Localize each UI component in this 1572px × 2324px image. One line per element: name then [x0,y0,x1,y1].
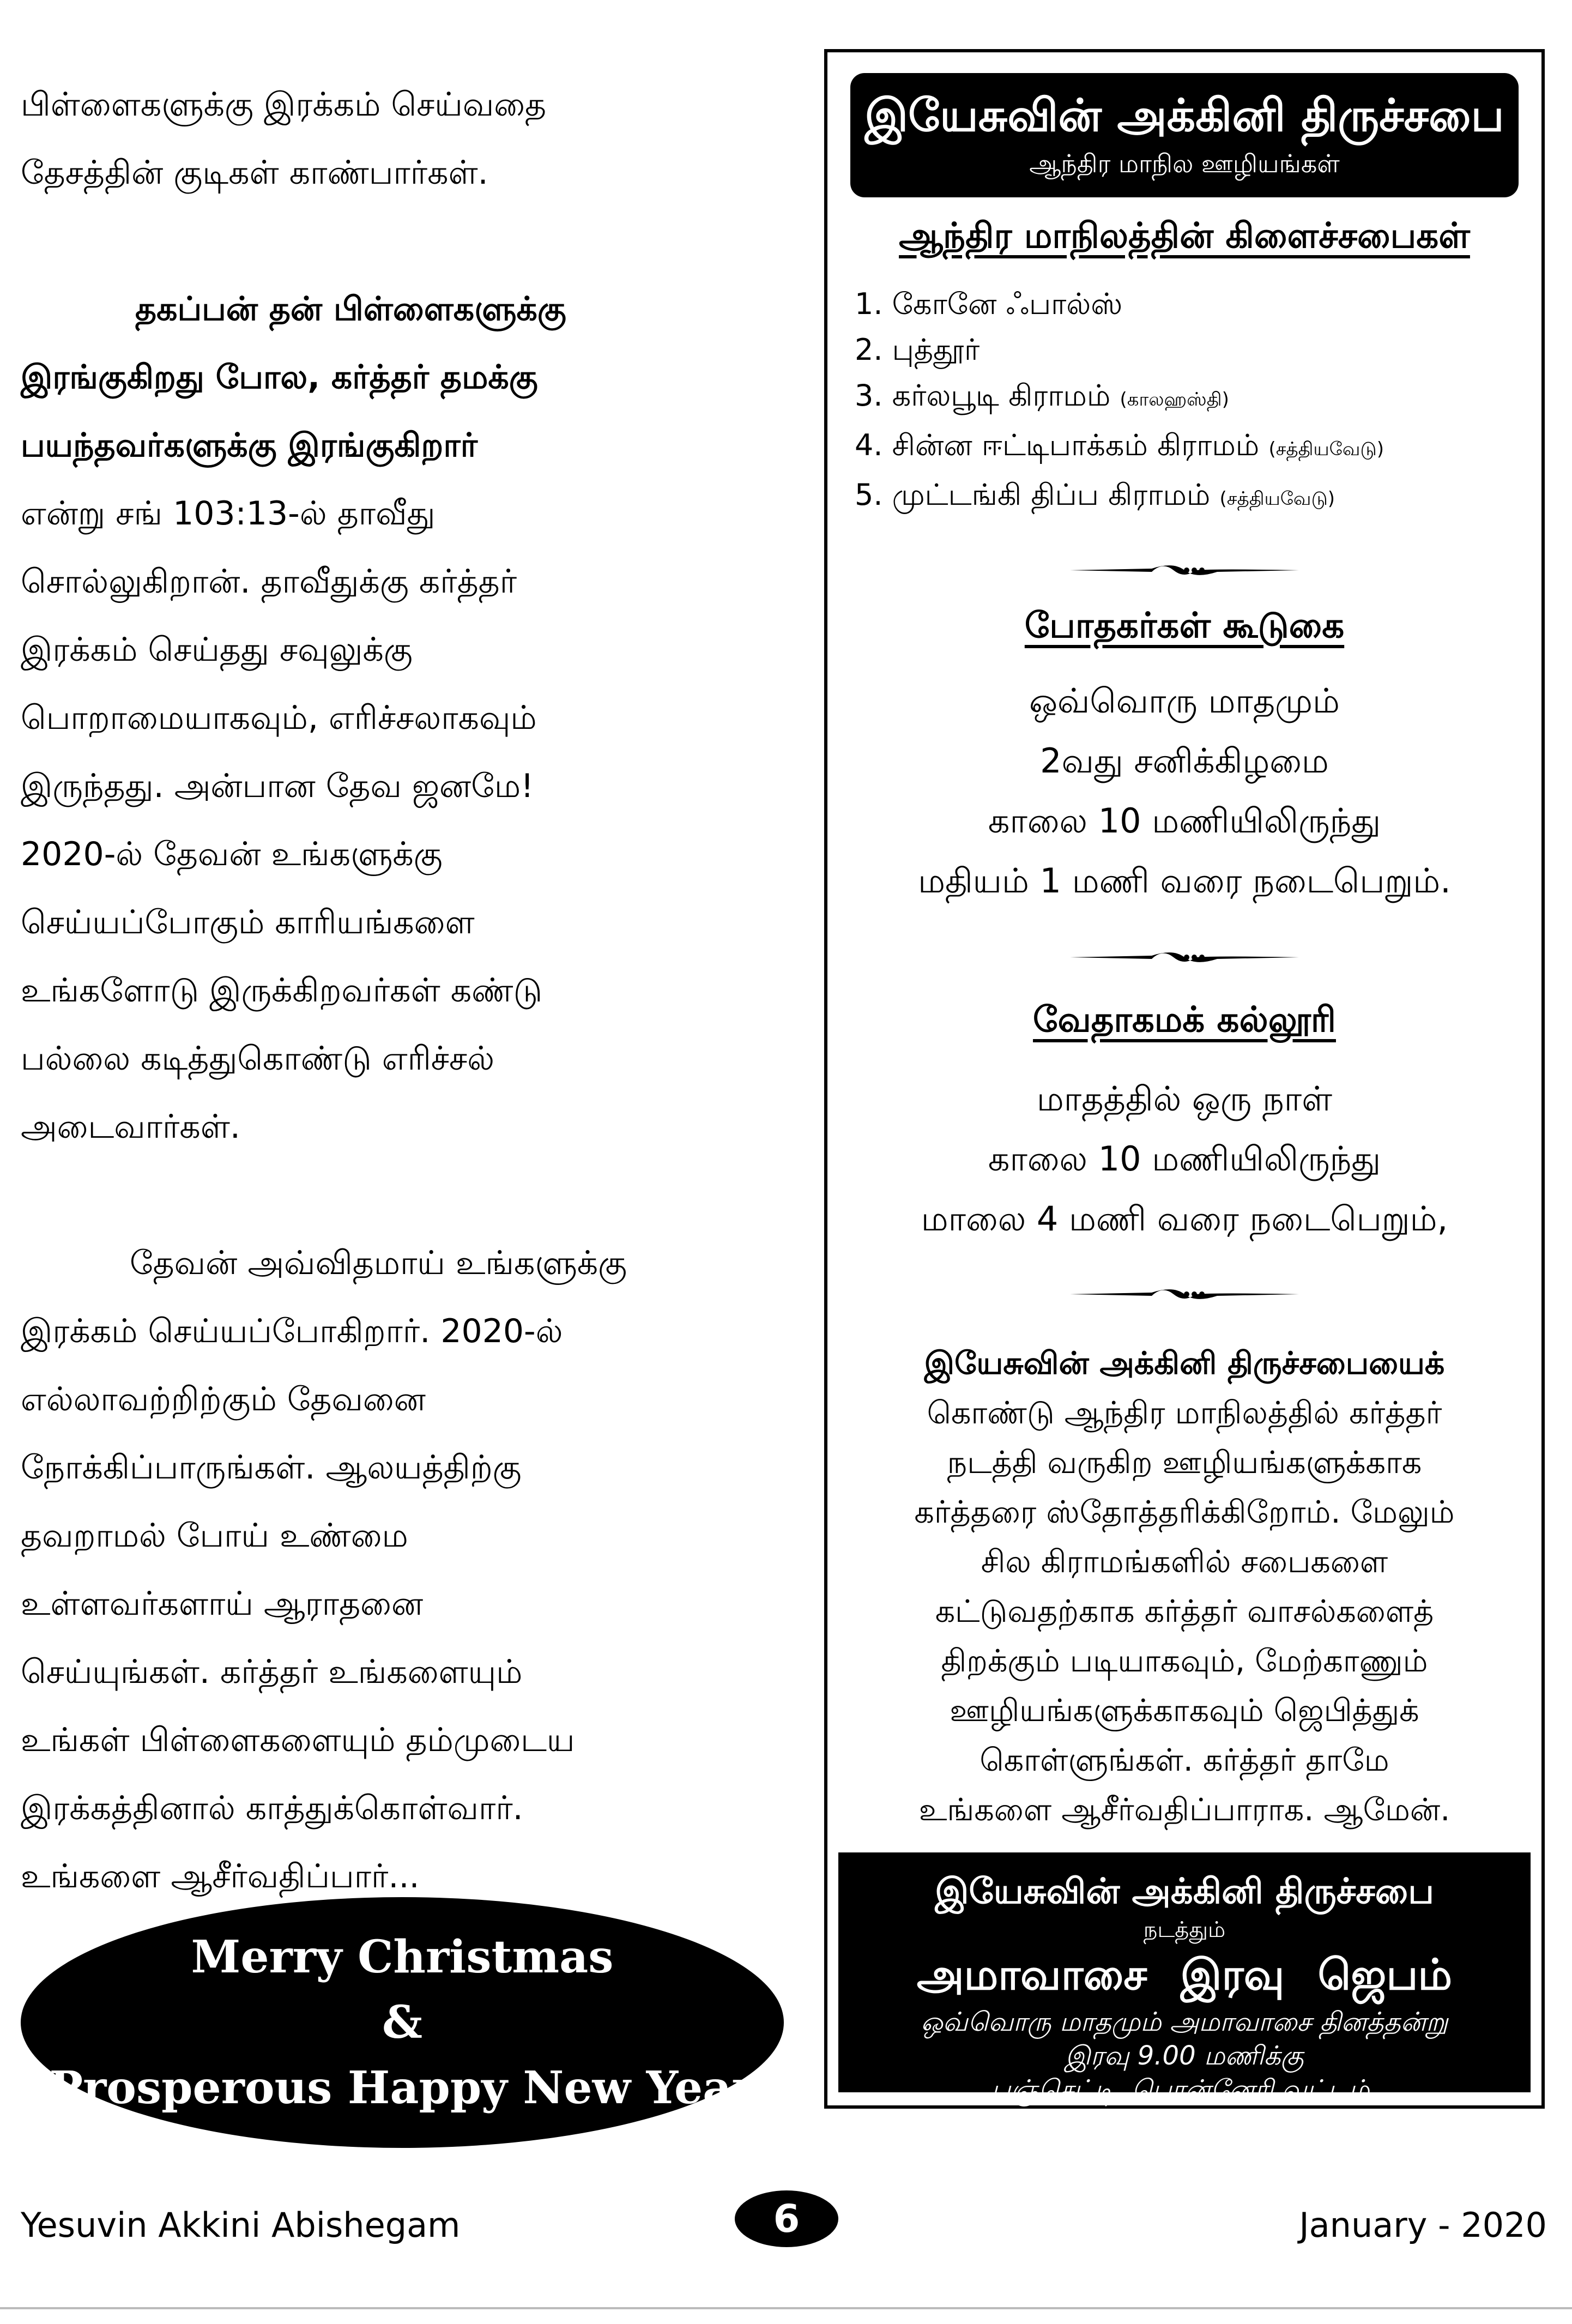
church-title-banner [850,73,1519,197]
scripture-line-bold: பயந்தவர்களுக்கு இரங்குகிறார் [21,426,478,464]
list-item: 3. கர்லபூடி கிராமம் (காலஹஸ்தி) [855,378,1229,413]
ornament-divider-icon [1070,1283,1299,1305]
ornament-divider-icon [1070,559,1299,581]
article-line: எல்லாவற்றிற்கும் தேவனை [21,1380,426,1418]
page-number-badge: 6 [735,2190,838,2247]
page-edge-line [0,2307,1572,2309]
branches-heading: ஆந்திர மாநிலத்தின் கிளைச்சபைகள் [899,216,1470,256]
branch-note: (சத்தியவேடு) [1268,438,1384,460]
scripture-line-bold: தகப்பன் தன் பிள்ளைகளுக்கு [135,290,566,328]
church-name: இயேசுவின் அக்கினி திருச்சபை [935,1872,1434,1912]
article-line: இருந்தது. அன்பான தேவ ஜனமே! [21,767,534,805]
scripture-line-bold: இரங்குகிறது போல, கர்த்தர் தமக்கு [21,358,538,396]
prayer-line: கொண்டு ஆந்திர மாநிலத்தில் கர்த்தர் [927,1395,1442,1431]
prayer-line: நடத்தி வருகிற ஊழியங்களுக்காக [947,1445,1422,1481]
prayer-line: கட்டுவதற்காக கர்த்தர் வாசல்களைத் [935,1593,1434,1629]
article-line: தேவன் அவ்விதமாய் உங்களுக்கு [130,1244,627,1282]
event-name: அமாவாசை இரவு ஜெபம் [916,1951,1453,2000]
list-item: 4. சின்ன ஈட்டிபாக்கம் கிராமம் (சத்தியவேடு) [855,428,1384,462]
christmas-greeting-ellipse [21,1897,784,2148]
prayer-request-note [838,1339,1531,1835]
detail-line: காலை 10 மணியிலிருந்து [988,1139,1381,1179]
article-line: பல்லை கடித்துகொண்டு எரிச்சல் [21,1040,495,1078]
event-location: பஞ்செட்டி, பொன்னேரி வட்டம். [991,2074,1378,2105]
greeting-line: & [382,1996,423,2049]
detail-line: மாதத்தில் ஒரு நாள் [1036,1079,1333,1119]
bible-college-heading: வேதாகமக் கல்லூரி [1033,1000,1336,1040]
conducts-label: நடத்தும் [1143,1917,1226,1942]
detail-line: 2வது சனிக்கிழமை [1040,741,1329,781]
branches-list [855,281,1509,522]
bible-college-details [838,1069,1531,1249]
event-detail: இரவு 9.00 மணிக்கு [1065,2041,1304,2071]
article-line: என்று சங் 103:13-ல் தாவீது [21,494,436,533]
prayer-line: கர்த்தரை ஸ்தோத்தரிக்கிறோம். மேலும் [914,1494,1455,1530]
article-line: உங்கள் பிள்ளைகளையும் தம்முடைய [21,1721,575,1759]
pastors-meeting-details [838,671,1531,911]
ornament-divider-icon [1070,946,1299,968]
article-line: 2020-ல் தேவன் உங்களுக்கு [21,835,443,873]
issue-date: January - 2020 [1299,2205,1547,2245]
prayer-line: உங்களை ஆசீர்வதிப்பாராக. ஆமேன். [918,1792,1450,1828]
prayer-line: சில கிராமங்களில் சபைகளை [981,1544,1388,1580]
church-info-box [824,49,1545,2109]
detail-line: மாலை 4 மணி வரை நடைபெறும், [921,1199,1448,1239]
left-article-column [21,71,789,1911]
article-line: அடைவார்கள். [21,1108,240,1146]
branch-note: (காலஹஸ்தி) [1120,389,1229,411]
prayer-lead-line: இயேசுவின் அக்கினி திருச்சபையைக் [924,1345,1445,1381]
article-line: இரக்கத்தினால் காத்துக்கொள்வார். [21,1789,523,1827]
list-item: 1. கோனே ஃபால்ஸ் [855,287,1123,321]
article-line: உள்ளவர்களாய் ஆராதனை [21,1585,424,1623]
article-line: இரக்கம் செய்தது சவுலுக்கு [21,631,413,669]
detail-line: மதியம் 1 மணி வரை நடைபெறும். [918,861,1451,901]
article-line: தவறாமல் போய் உண்மை [21,1517,408,1555]
event-detail: ஒவ்வொரு மாதமும் அமாவாசை தினத்தன்று [921,2007,1448,2037]
church-subtitle: ஆந்திர மாநில ஊழியங்கள் [1029,149,1340,178]
article-line: நோக்கிப்பாருங்கள். ஆலயத்திற்கு [21,1448,522,1487]
detail-line: காலை 10 மணியிலிருந்து [988,801,1381,841]
greeting-line: Merry Christmas [191,1931,614,1983]
prayer-line: ஊழியங்களுக்காகவும் ஜெபித்துக் [950,1693,1419,1729]
article-line: தேசத்தின் குடிகள் காண்பார்கள். [21,154,488,192]
church-name: இயேசுவின் அக்கினி திருச்சபை [864,90,1504,142]
detail-line: ஒவ்வொரு மாதமும் [1029,681,1340,721]
article-line: பிள்ளைகளுக்கு இரக்கம் செய்வதை [21,86,547,124]
pastors-meeting-heading: போதகர்கள் கூடுகை [1024,606,1345,646]
article-line: பொறாமையாகவும், எரிச்சலாகவும் [21,699,537,737]
article-line: இரக்கம் செய்யப்போகிறார். 2020-ல் [21,1312,563,1350]
magazine-name: Yesuvin Akkini Abishegam [21,2205,461,2245]
list-item: 2. புத்தூர் [855,333,980,367]
greeting-line: Prosperous Happy New Year [49,2062,755,2114]
article-line: சொல்லுகிறான். தாவீதுக்கு கர்த்தர் [21,563,517,601]
article-line: செய்யப்போகும் காரியங்களை [21,903,475,941]
article-line: உங்களை ஆசீர்வதிப்பார்... [21,1857,420,1896]
article-line: செய்யுங்கள். கர்த்தர் உங்களையும் [21,1653,523,1691]
branch-note: (சத்தியவேடு) [1219,488,1335,510]
prayer-line: திறக்கும் படியாகவும், மேற்காணும் [941,1643,1428,1679]
list-item: 5. முட்டங்கி திப்ப கிராமம் (சத்தியவேடு) [855,478,1335,512]
new-moon-prayer-banner [838,1852,1531,2105]
article-line: உங்களோடு இருக்கிறவர்கள் கண்டு [21,971,543,1010]
prayer-line: கொள்ளுங்கள். கர்த்தர் தாமே [980,1742,1389,1778]
